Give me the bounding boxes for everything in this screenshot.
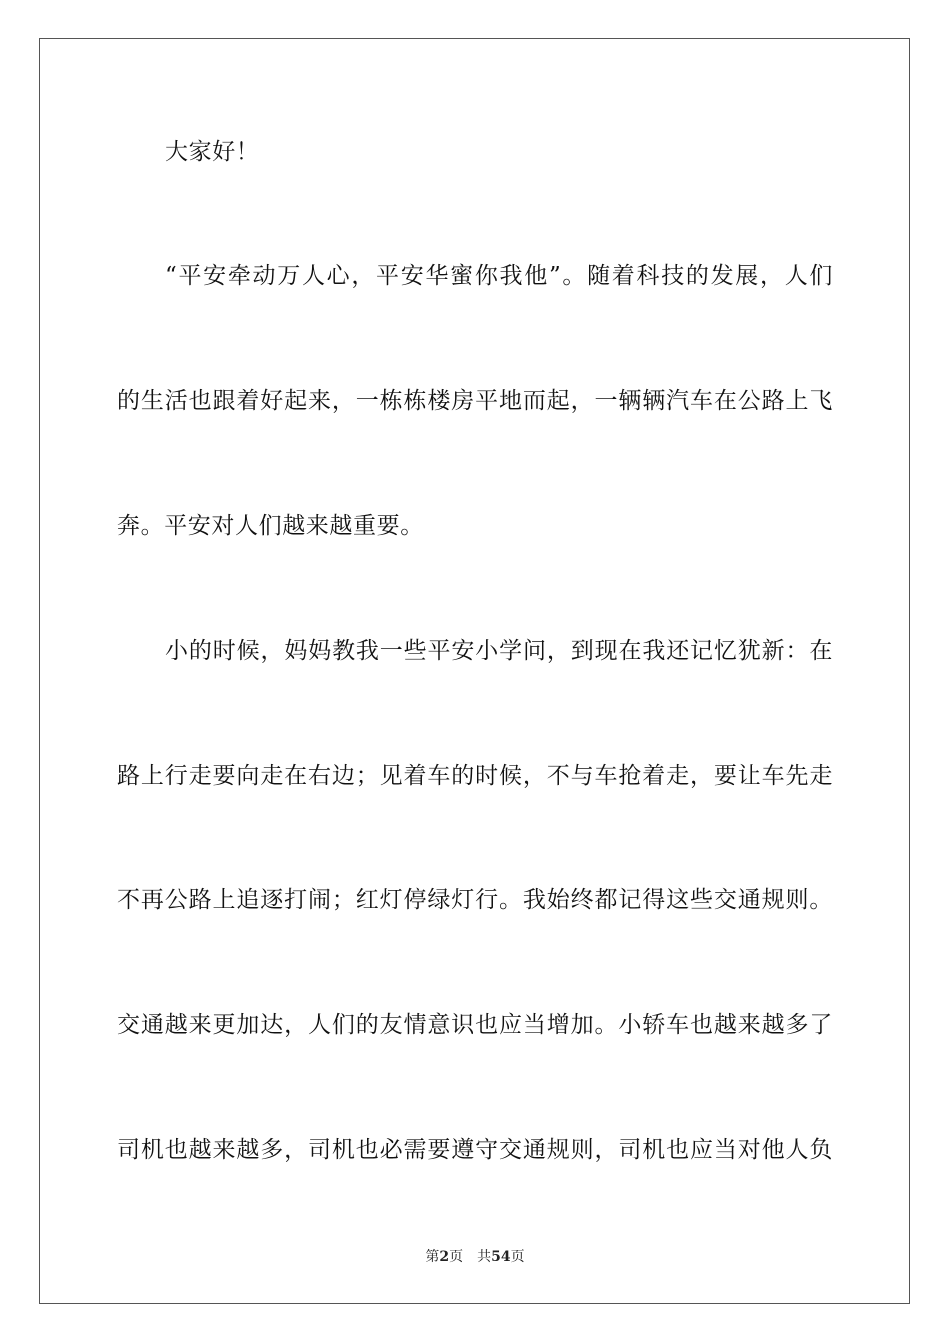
total-suffix: 页 bbox=[510, 1249, 525, 1265]
page-number: 2 bbox=[439, 1249, 450, 1265]
paragraph-line: 小的时候，妈妈教我一些平安小学问，到现在我还记忆犹新：在 bbox=[165, 638, 833, 664]
page-suffix: 页 bbox=[449, 1249, 464, 1265]
paragraph-line: 奔。平安对人们越来越重要。 bbox=[117, 513, 424, 539]
paragraph-line: “平安牵动万人心，平安华蜜你我他”。随着科技的发展，人们 bbox=[165, 263, 833, 289]
paragraph-line: 不再公路上追逐打闹；红灯停绿灯行。我始终都记得这些交通规则。 bbox=[117, 887, 833, 913]
paragraph-line: 路上行走要向走在右边；见着车的时候，不与车抢着走，要让车先走 bbox=[117, 763, 833, 789]
greeting-line: 大家好！ bbox=[165, 139, 260, 165]
total-pages: 54 bbox=[491, 1249, 511, 1265]
page-footer bbox=[0, 1248, 950, 1266]
paragraph-line: 交通越来更加达，人们的友情意识也应当增加。小轿车也越来越多了 bbox=[117, 1012, 833, 1038]
page-prefix: 第 bbox=[425, 1249, 440, 1265]
total-prefix: 共 bbox=[477, 1249, 492, 1265]
paragraph-line: 的生活也跟着好起来，一栋栋楼房平地而起，一辆辆汽车在公路上飞 bbox=[117, 388, 833, 414]
page-border bbox=[39, 38, 910, 1304]
paragraph-line: 司机也越来越多，司机也必需要遵守交通规则，司机也应当对他人负 bbox=[117, 1137, 833, 1163]
